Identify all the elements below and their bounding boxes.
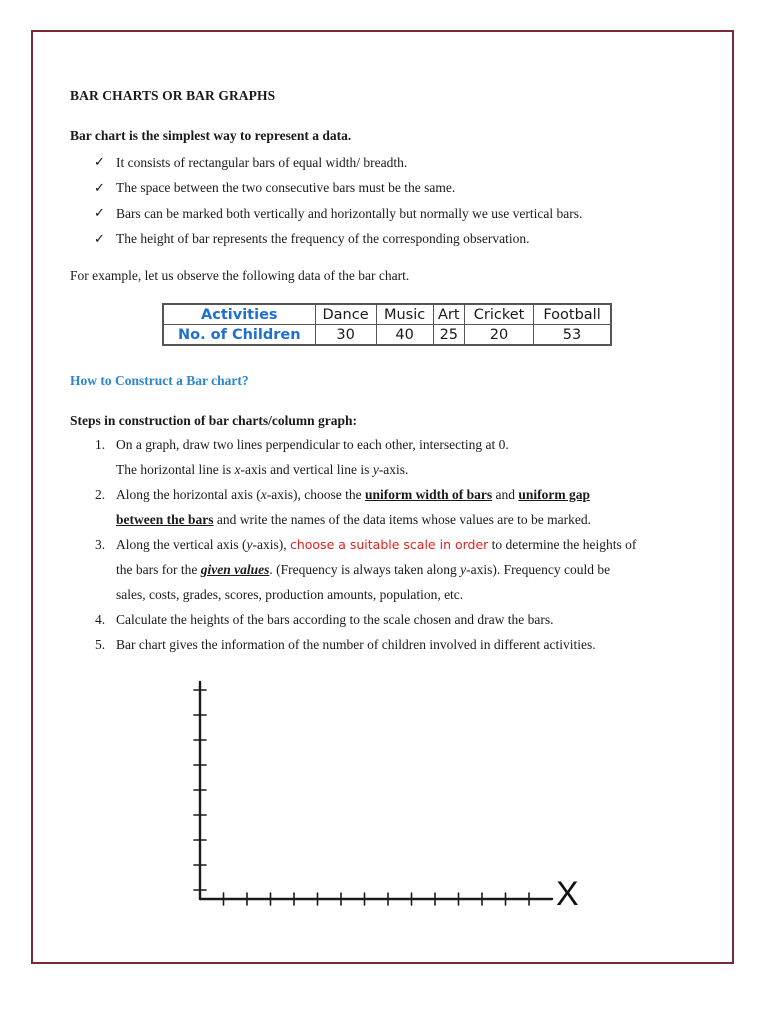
table-cell: 53 bbox=[534, 325, 612, 346]
table-cell: 20 bbox=[465, 325, 534, 346]
table-header-activities: Activities bbox=[163, 304, 315, 325]
bullet-text: The space between the two consecutive bars must be the same. bbox=[116, 180, 456, 196]
bullet-text: It consists of rectangular bars of equal width/ breadth. bbox=[116, 154, 408, 170]
step-text: The horizontal line is x-axis and vertical line is y-axis. bbox=[116, 462, 409, 477]
step-number: 2. bbox=[95, 487, 106, 502]
step-number: 4. bbox=[95, 612, 106, 627]
step-text: Along the vertical axis (y-axis), choose a suitable scale in order to determine the heights of bbox=[116, 537, 637, 552]
table-cell: 40 bbox=[376, 325, 433, 346]
list-item bbox=[94, 227, 582, 253]
x-axis-label: X bbox=[556, 875, 579, 910]
step-number: 3. bbox=[95, 537, 106, 552]
table-cell: Art bbox=[433, 304, 464, 325]
example-text: For example, let us observe the following data of the bar chart. bbox=[70, 268, 410, 283]
table-cell: Cricket bbox=[465, 304, 534, 325]
check-icon: ✓ bbox=[94, 155, 105, 171]
table-cell: Football bbox=[534, 304, 612, 325]
table-row bbox=[163, 304, 611, 325]
check-icon: ✓ bbox=[94, 180, 105, 196]
axes-sketch bbox=[180, 670, 600, 910]
step-text: On a graph, draw two lines perpendicular to each other, intersecting at 0. bbox=[116, 437, 509, 452]
step-text: Along the horizontal axis (x-axis), choose the uniform width of bars and uniform gap bbox=[116, 487, 590, 502]
steps-heading: Steps in construction of bar charts/column graph: bbox=[70, 413, 358, 428]
step-number: 1. bbox=[95, 437, 106, 452]
intro-text: Bar chart is the simplest way to represent a data. bbox=[70, 128, 352, 143]
bullet-text: Bars can be marked both vertically and horizontally but normally we use vertical bars. bbox=[116, 205, 583, 221]
bullet-text: The height of bar represents the frequency of the corresponding observation. bbox=[116, 231, 530, 247]
table-cell: 30 bbox=[315, 325, 376, 346]
table-row bbox=[163, 325, 611, 346]
list-item bbox=[94, 176, 582, 202]
table-cell: 25 bbox=[433, 325, 464, 346]
check-icon: ✓ bbox=[94, 231, 105, 247]
step-text: the bars for the given values. (Frequency is always taken along y-axis). Frequency could be bbox=[116, 562, 611, 577]
table-header-children: No. of Children bbox=[163, 325, 315, 346]
bullet-list bbox=[94, 150, 582, 252]
step-text: Bar chart gives the information of the number of children involved in different activities. bbox=[116, 637, 596, 652]
list-item bbox=[94, 201, 582, 227]
activities-table bbox=[162, 303, 612, 346]
table-cell: Dance bbox=[315, 304, 376, 325]
list-item bbox=[94, 150, 582, 176]
step-number: 5. bbox=[95, 637, 106, 652]
step-text: between the bars and write the names of the data items whose values are to be marked. bbox=[116, 512, 591, 527]
table-cell: Music bbox=[376, 304, 433, 325]
how-heading: How to Construct a Bar chart? bbox=[70, 373, 249, 388]
step-text: Calculate the heights of the bars according to the scale chosen and draw the bars. bbox=[116, 612, 554, 627]
step-text: sales, costs, grades, scores, production amounts, population, etc. bbox=[116, 587, 464, 602]
page-title: BAR CHARTS OR BAR GRAPHS bbox=[70, 88, 276, 103]
check-icon: ✓ bbox=[94, 206, 105, 222]
